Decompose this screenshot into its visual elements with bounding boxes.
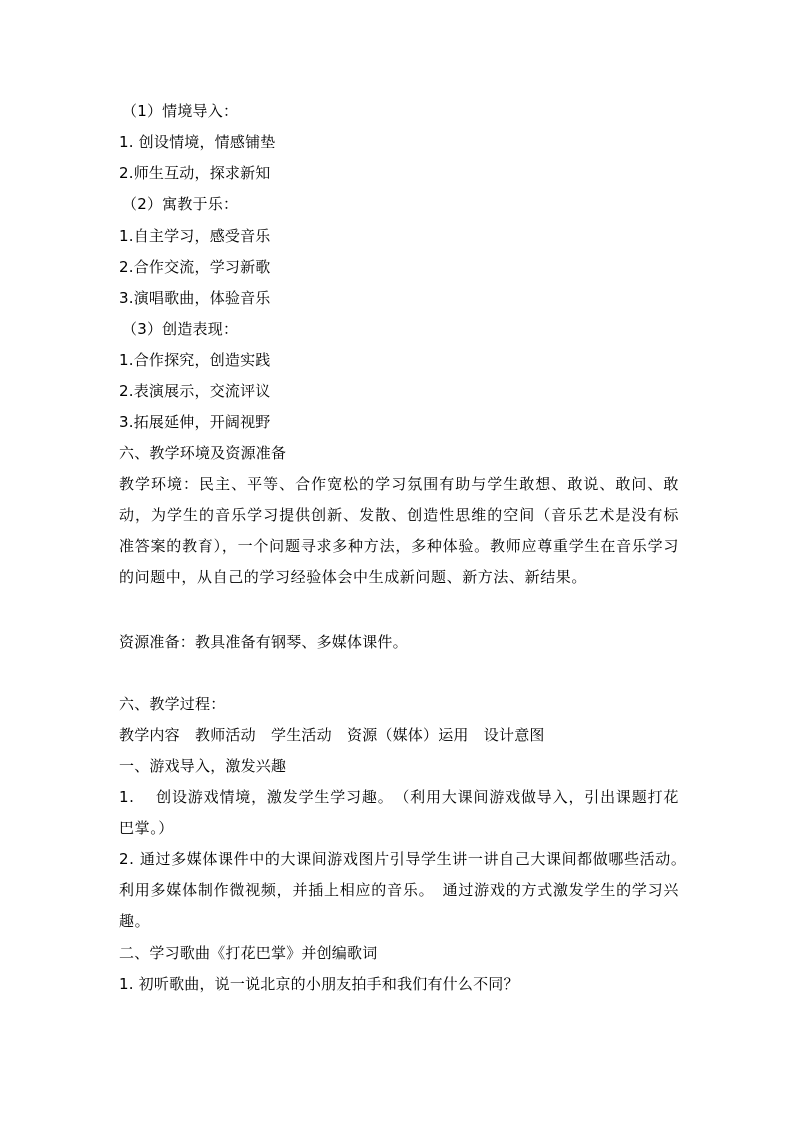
section-heading-environment: 六、教学环境及资源准备 [119,444,287,462]
part-title-learn-song: 二、学习歌曲《打花巴掌》并创编歌词 [119,944,378,962]
list-item: 2.合作交流，学习新歌 [119,258,271,276]
part2-item1: 1. 初听歌曲，说一说北京的小朋友拍手和我们有什么不同？ [119,975,519,993]
subsection-title-create: （3）创造表现： [122,320,239,338]
column-labels-line: 教学内容 教师活动 学生活动 资源（媒体）运用 设计意图 [119,726,545,744]
list-item: 1.合作探究，创造实践 [119,351,271,369]
part-title-game-intro: 一、游戏导入，激发兴趣 [119,757,287,775]
part1-item1-paragraph: 1. 创设游戏情境，激发学生学习趣。 （利用大课间游戏做导入，引出课题打花巴掌。） [119,788,679,837]
list-item: 2.表演展示，交流评议 [119,382,271,400]
environment-paragraph: 教学环境：民主、平等、合作宽松的学习氛围有助与学生敢想、敢说、敢问、敢动，为学生的音乐学习提供创新、发散、创造性思维的空间（音乐艺术是没有标准答案的教育），一个问题寻求多种方法，多种体验。教师应尊重学生在音乐学习的问题中，从自己的学习经验体会中生成新问题、新方法、新结果。 [119,475,679,586]
section-heading-teaching-process: 六、教学过程： [119,695,226,713]
resources-paragraph: 资源准备：教具准备有钢琴、多媒体课件。 [119,633,408,651]
list-item: 3.拓展延伸，开阔视野 [119,413,271,431]
list-item: 2.师生互动，探求新知 [119,164,271,182]
subsection-title-situation: （1）情境导入： [122,102,239,120]
part1-item2-paragraph: 2. 通过多媒体课件中的大课间游戏图片引导学生讲一讲自己大课间都做哪些活动。 利用多媒体制作微视频，并插上相应的音乐。 通过游戏的方式激发学生的学习兴趣。 [119,850,695,930]
list-item: 1. 创设情境，情感铺垫 [119,133,276,151]
list-item: 3.演唱歌曲，体验音乐 [119,289,271,307]
subsection-title-fun: （2）寓教于乐： [122,195,239,213]
list-item: 1.自主学习，感受音乐 [119,227,271,245]
